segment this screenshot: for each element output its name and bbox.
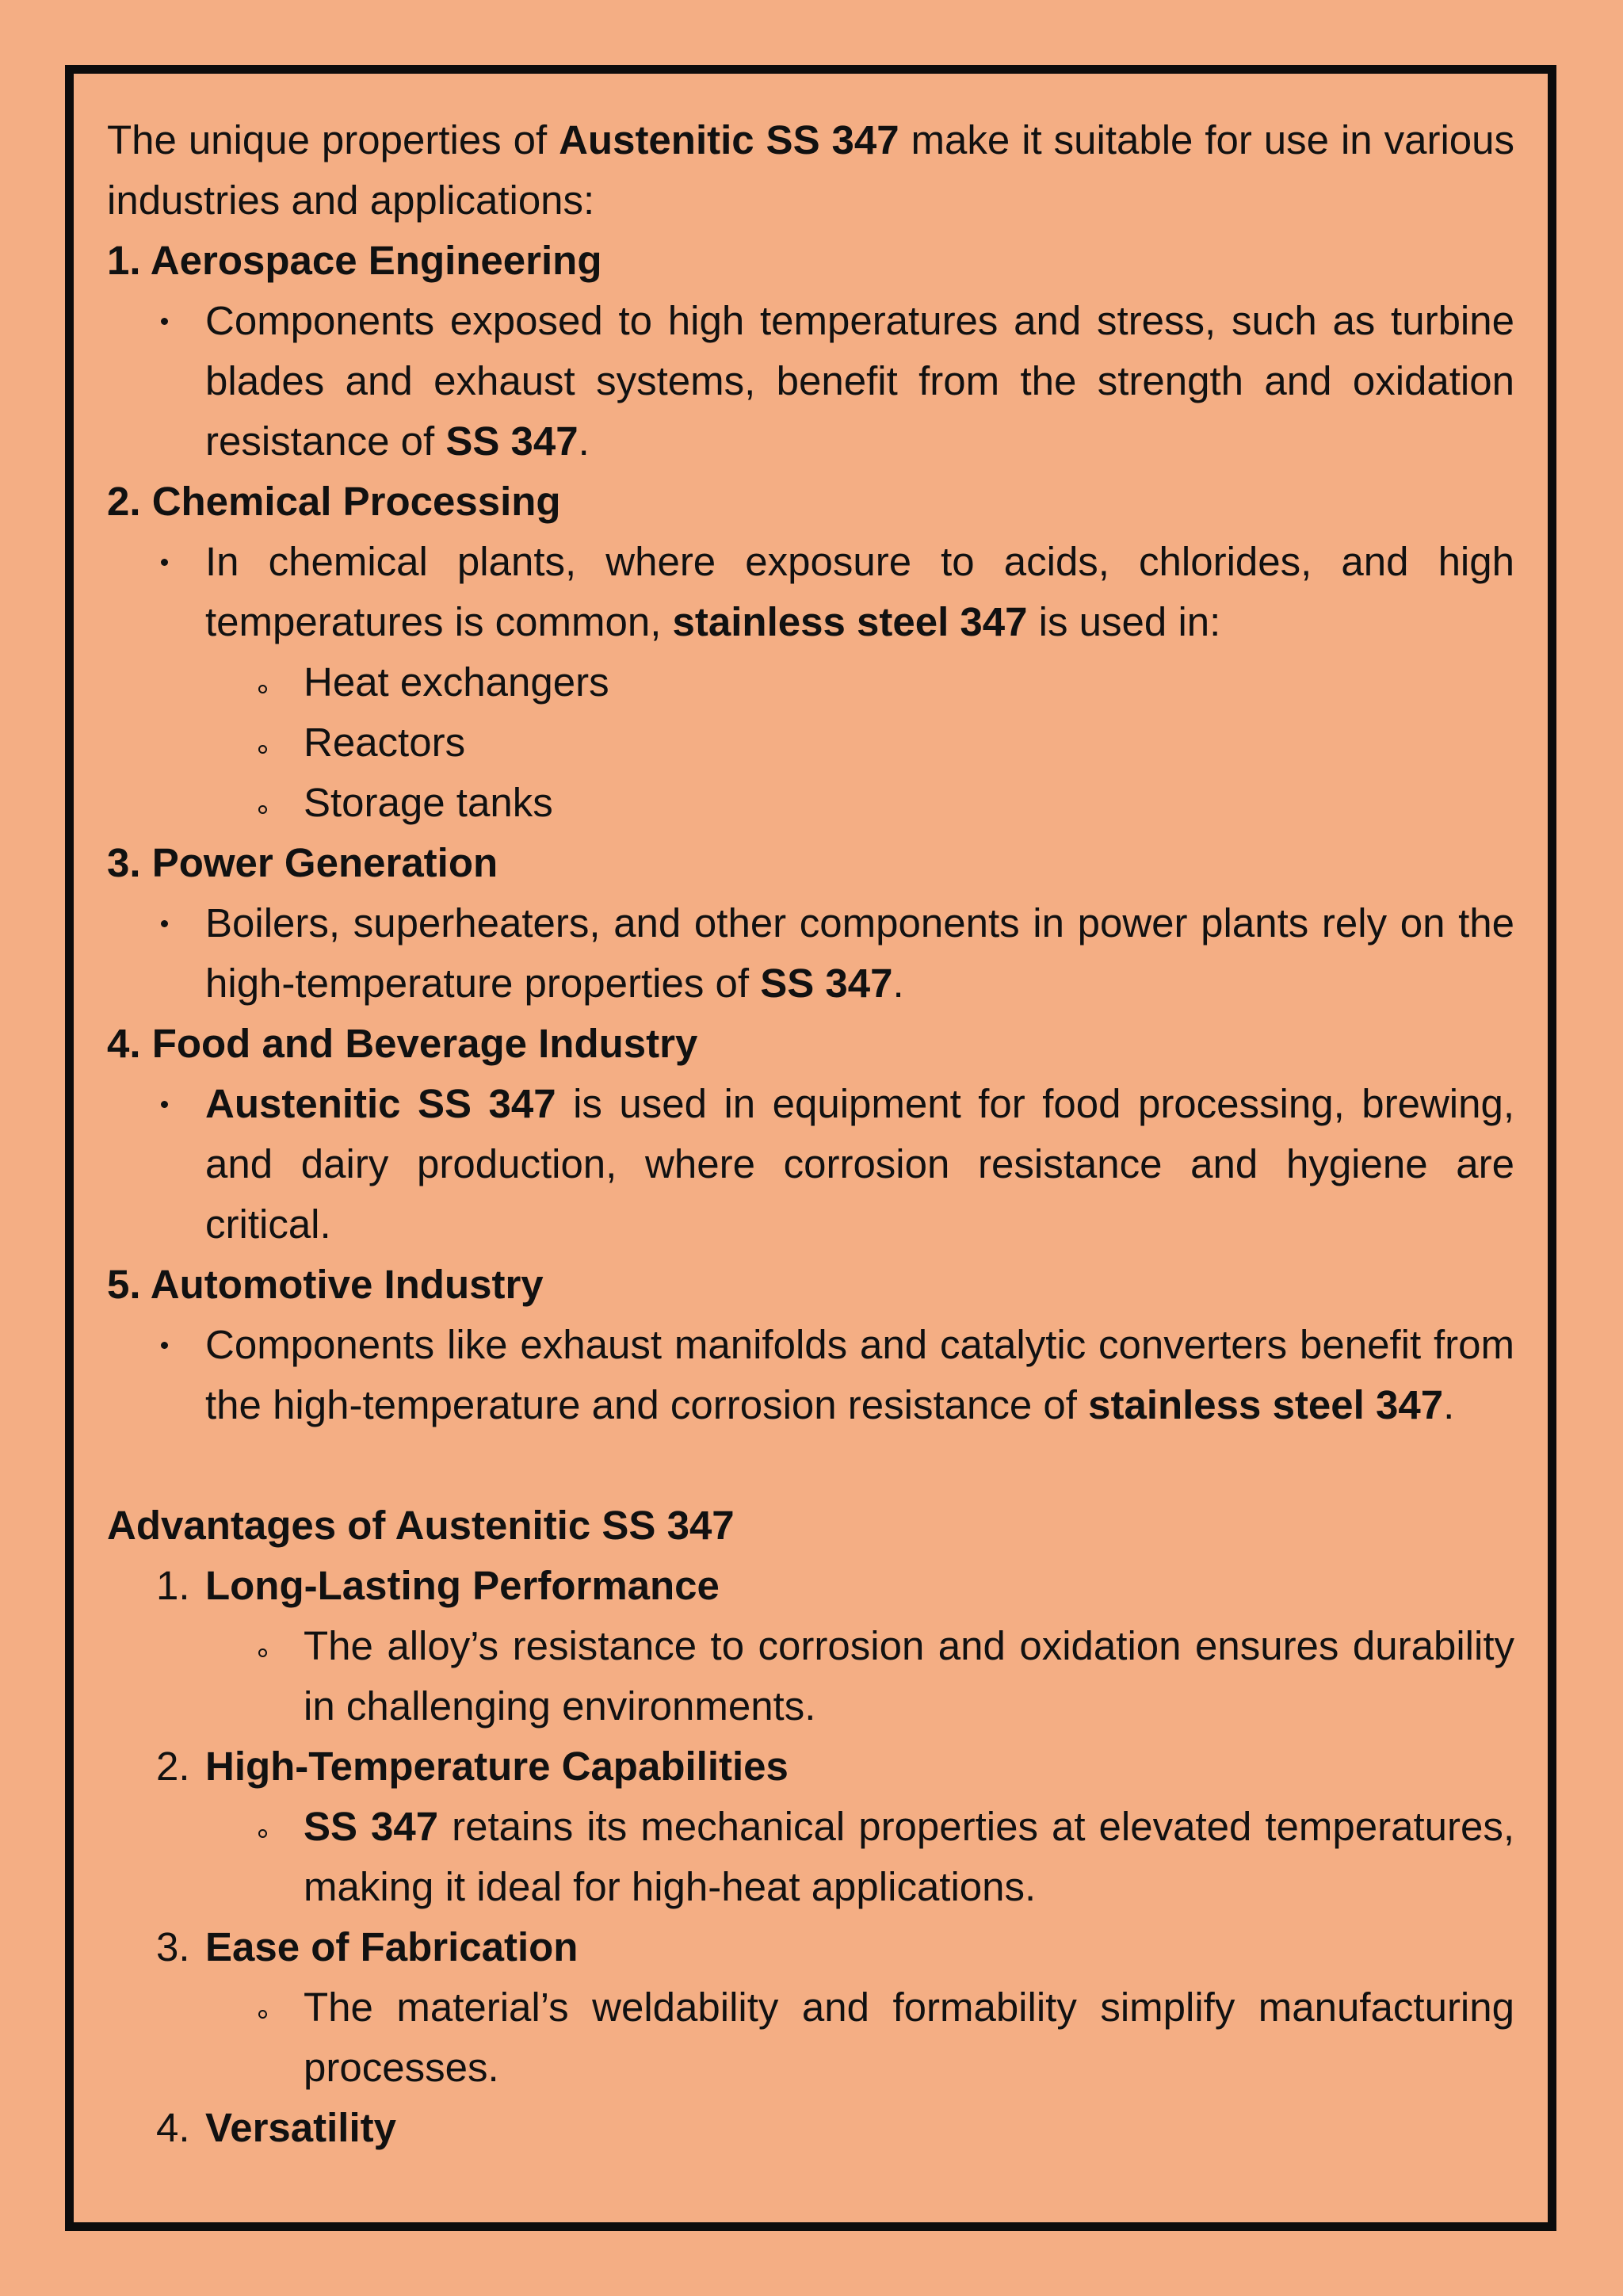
bullet-text: In chemical plants, where exposure to acids, chlorides, and high temperatures is common, [205,539,1514,644]
advantage-detail [107,1616,1514,1736]
bullet-dot-icon [156,532,172,592]
bullet-text-end: . [578,418,590,464]
intro-text: The unique properties of [107,117,559,162]
list-item [107,652,1514,712]
advantage-item [107,1556,1514,1616]
intro-paragraph [107,110,1514,231]
subitem-label: Storage tanks [304,780,553,825]
advantage-number: 2. [156,1744,190,1789]
section-heading-chemical: 2. Chemical Processing [107,479,561,524]
section-bullet-food [107,1074,1514,1255]
advantage-title: Ease of Fabrication [205,1924,579,1969]
document-body [107,110,1514,2158]
section-heading-food: 4. Food and Beverage Industry [107,1021,698,1066]
section-heading-power: 3. Power Generation [107,840,498,885]
circle-bullet-icon [254,652,270,712]
bullet-dot-icon [156,1074,172,1134]
bullet-dot-icon [156,291,172,351]
list-item [107,712,1514,773]
bullet-dot-icon [156,1315,172,1375]
advantage-detail-text: The material’s weldability and formability simplify manufacturing processes. [304,1985,1514,2090]
advantage-title: Long-Lasting Performance [205,1563,720,1608]
circle-bullet-icon [254,1977,270,2038]
section-heading-aerospace: 1. Aerospace Engineering [107,238,602,283]
advantage-item [107,1736,1514,1797]
advantage-item [107,2098,1514,2158]
bullet-text: Components like exhaust manifolds and catalytic converters benefit from the high-temperature and corrosion resistance of [205,1322,1514,1427]
advantage-detail-text: The alloy’s resistance to corrosion and oxidation ensures durability in challenging environments. [304,1623,1514,1729]
circle-bullet-icon [254,1797,270,1857]
intro-text-end: make it suitable for use in various industries and applications: [107,117,1515,223]
circle-bullet-icon [254,712,270,773]
bullet-text-end: . [892,961,904,1006]
bullet-bold: stainless steel 347 [1088,1382,1444,1427]
bullet-text-end: . [1443,1382,1455,1427]
circle-bullet-icon [254,773,270,833]
advantage-detail-bold: SS 347 [304,1804,439,1849]
advantage-title: High-Temperature Capabilities [205,1744,789,1789]
advantages-heading: Advantages of Austenitic SS 347 [107,1503,735,1548]
bullet-text: Components exposed to high temperatures and stress, such as turbine blades and exhaust systems, benefit from the strength and oxidation resistance of [205,298,1514,464]
content-frame [65,65,1556,2231]
advantage-detail [107,1977,1514,2098]
advantage-item [107,1917,1514,1977]
bullet-text: is used in equipment for food processing, brewing, and dairy production, where corrosion resistance and hygiene are critical. [205,1081,1514,1247]
advantage-detail-text: retains its mechanical properties at elevated temperatures, making it ideal for high-heat applications. [304,1804,1514,1909]
section-heading-automotive: 5. Automotive Industry [107,1262,544,1307]
bullet-text: Boilers, superheaters, and other components in power plants rely on the high-temperature properties of [205,900,1514,1006]
intro-bold: Austenitic SS 347 [559,117,899,162]
bullet-bold: SS 347 [445,418,579,464]
list-item [107,773,1514,833]
advantage-number: 1. [156,1563,190,1608]
advantage-title: Versatility [205,2105,396,2150]
subitem-label: Reactors [304,720,466,765]
bullet-bold: SS 347 [760,961,893,1006]
circle-bullet-icon [254,1616,270,1676]
bullet-text-end: is used in: [1027,599,1221,644]
advantage-detail [107,1797,1514,1917]
section-bullet-automotive [107,1315,1514,1435]
section-bullet-aerospace [107,291,1514,472]
section-spacer [107,1435,1514,1496]
advantage-number: 4. [156,2105,190,2150]
section-bullet-power [107,893,1514,1014]
bullet-bold: stainless steel 347 [672,599,1028,644]
advantage-number: 3. [156,1924,190,1969]
section-bullet-chemical [107,532,1514,652]
subitem-label: Heat exchangers [304,659,609,705]
bullet-dot-icon [156,893,172,953]
bullet-bold: Austenitic SS 347 [205,1081,556,1126]
